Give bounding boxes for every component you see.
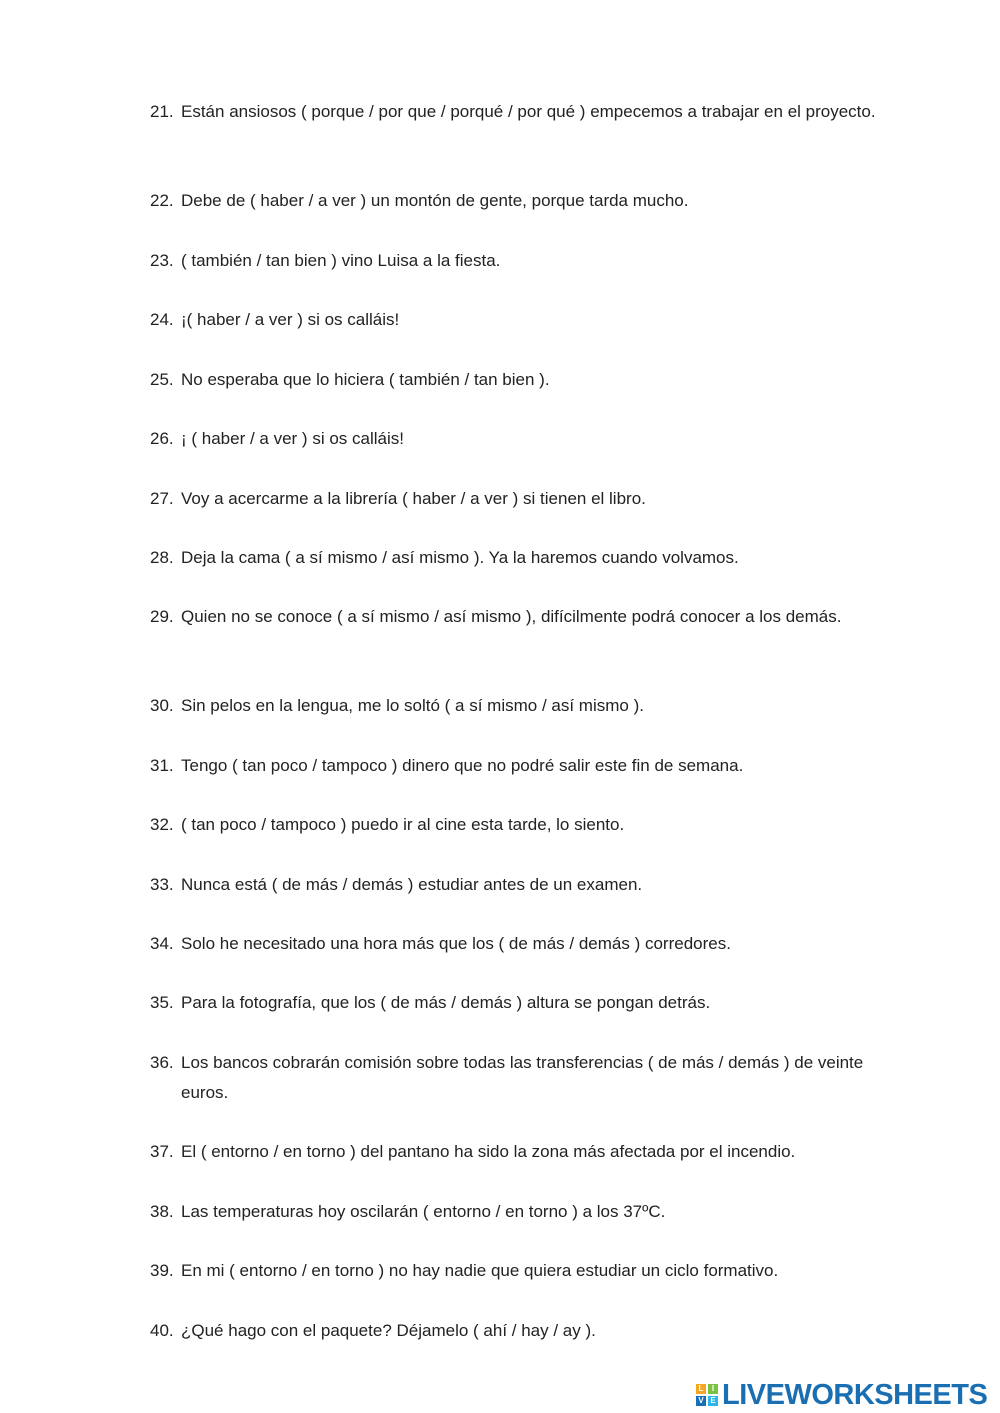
question-number: 40. (150, 1321, 174, 1340)
question-39 (150, 1256, 880, 1286)
question-number: 37. (150, 1142, 174, 1161)
question-number: 21. (150, 102, 174, 121)
question-35 (150, 988, 880, 1018)
question-text: ( tan poco / tampoco ) puedo ir al cine esta tarde, lo siento. (181, 815, 625, 834)
question-text: En mi ( entorno / en torno ) no hay nadie que quiera estudiar un ciclo formativo. (181, 1261, 779, 1280)
question-number: 30. (150, 696, 174, 715)
question-29 (150, 602, 880, 632)
question-text: Voy a acercarme a la librería ( haber / a ver ) si tienen el libro. (181, 489, 646, 508)
question-number: 26. (150, 429, 174, 448)
question-text: Las temperaturas hoy oscilarán ( entorno / en torno ) a los 37ºC. (181, 1202, 666, 1221)
question-number: 29. (150, 607, 174, 626)
liveworksheets-logo (696, 1378, 987, 1412)
logo-cell: L (696, 1384, 706, 1394)
logo-cell: I (708, 1384, 718, 1394)
question-text: ( también / tan bien ) vino Luisa a la fiesta. (181, 251, 501, 270)
question-number: 38. (150, 1202, 174, 1221)
question-text: Deja la cama ( a sí mismo / así mismo ). Ya la haremos cuando volvamos. (181, 548, 739, 567)
question-38 (150, 1197, 880, 1227)
question-text: Sin pelos en la lengua, me lo soltó ( a sí mismo / así mismo ). (181, 696, 644, 715)
question-number: 27. (150, 489, 174, 508)
brand-name: LIVEWORKSHEETS (722, 1378, 988, 1411)
question-text: ¡( haber / a ver ) si os calláis! (181, 310, 400, 329)
question-22 (150, 186, 880, 216)
question-number: 24. (150, 310, 174, 329)
question-23 (150, 246, 880, 276)
question-number: 36. (150, 1053, 174, 1072)
question-text: Solo he necesitado una hora más que los ( de más / demás ) corredores. (181, 934, 731, 953)
question-37 (150, 1137, 880, 1167)
question-21 (150, 97, 880, 127)
question-number: 33. (150, 875, 174, 894)
question-number: 23. (150, 251, 174, 270)
question-text: Para la fotografía, que los ( de más / demás ) altura se pongan detrás. (181, 993, 711, 1012)
question-30 (150, 691, 880, 721)
question-text: Están ansiosos ( porque / por que / porqué / por qué ) empecemos a trabajar en el proyecto. (181, 102, 876, 121)
question-number: 31. (150, 756, 174, 775)
question-26 (150, 424, 880, 454)
question-33 (150, 870, 880, 900)
question-text: Debe de ( haber / a ver ) un montón de gente, porque tarda mucho. (181, 191, 689, 210)
question-24 (150, 305, 880, 335)
question-number: 28. (150, 548, 174, 567)
question-27 (150, 484, 880, 514)
question-text: ¿Qué hago con el paquete? Déjamelo ( ahí / hay / ay ). (181, 1321, 596, 1340)
question-text: El ( entorno / en torno ) del pantano ha sido la zona más afectada por el incendio. (181, 1142, 796, 1161)
question-number: 35. (150, 993, 174, 1012)
question-number: 25. (150, 370, 174, 389)
logo-cell: E (708, 1396, 718, 1406)
question-number: 34. (150, 934, 174, 953)
question-text: Quien no se conoce ( a sí mismo / así mismo ), difícilmente podrá conocer a los demás. (181, 607, 842, 626)
logo-cell: V (696, 1396, 706, 1406)
question-34 (150, 929, 880, 959)
question-36 (150, 1048, 880, 1108)
question-25 (150, 365, 880, 395)
question-31 (150, 751, 880, 781)
question-number: 32. (150, 815, 174, 834)
question-40 (150, 1316, 880, 1346)
question-text: ¡ ( haber / a ver ) si os calláis! (181, 429, 404, 448)
question-32 (150, 810, 880, 840)
question-text: Tengo ( tan poco / tampoco ) dinero que no podré salir este fin de semana. (181, 756, 744, 775)
liveworksheets-logo-icon (696, 1384, 718, 1406)
question-text: Nunca está ( de más / demás ) estudiar antes de un examen. (181, 875, 643, 894)
question-text: Los bancos cobrarán comisión sobre todas las transferencias ( de más / demás ) de veinte euros. (181, 1053, 864, 1102)
question-number: 39. (150, 1261, 174, 1280)
question-28 (150, 543, 880, 573)
question-number: 22. (150, 191, 174, 210)
question-text: No esperaba que lo hiciera ( también / tan bien ). (181, 370, 550, 389)
